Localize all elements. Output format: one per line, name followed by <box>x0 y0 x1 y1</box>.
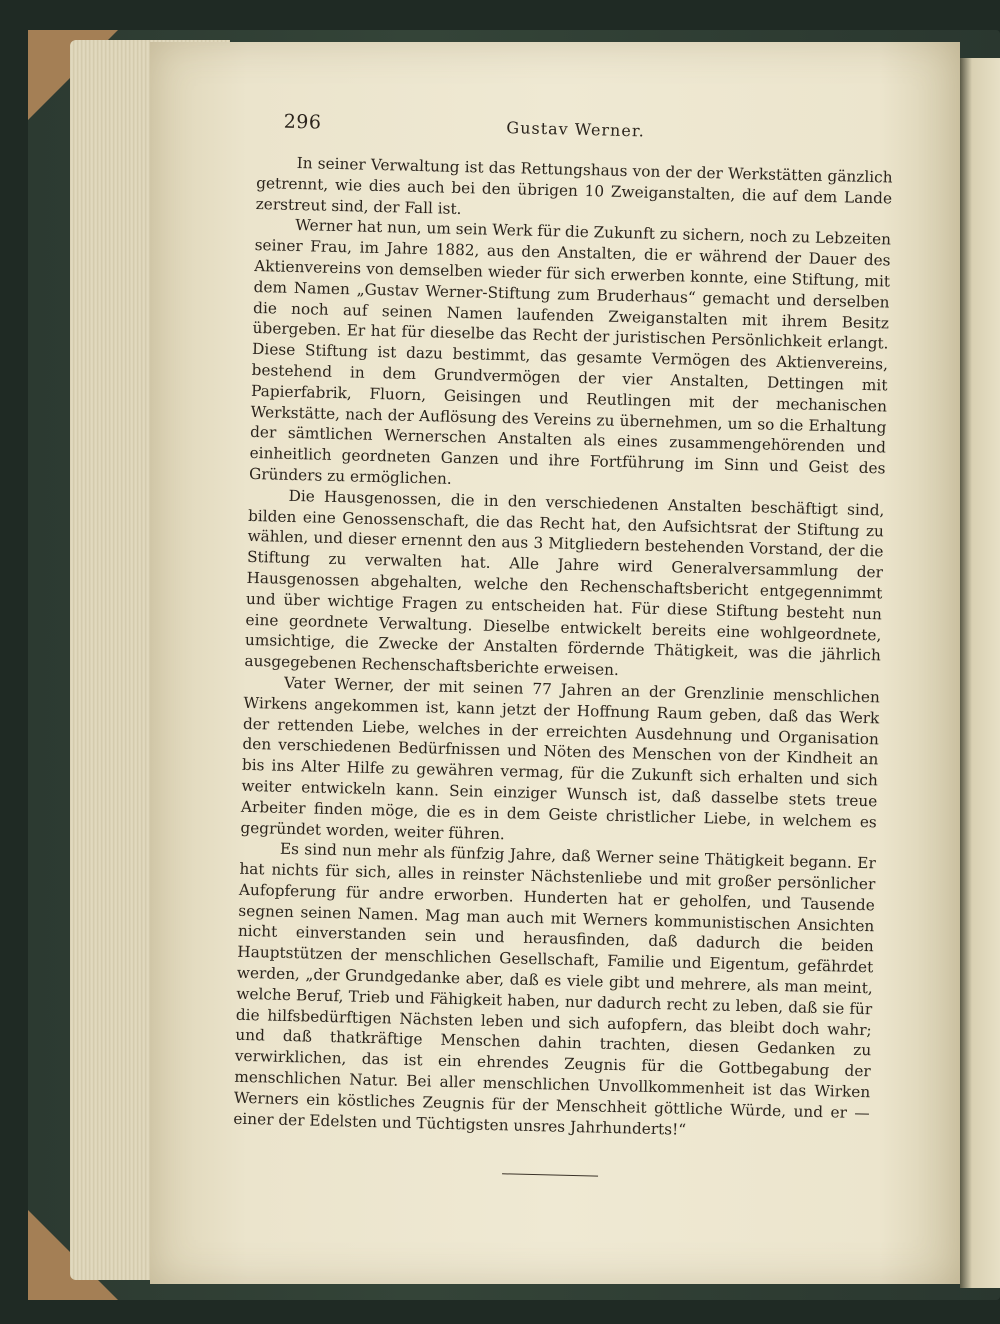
paragraph-father-werner: Vater Werner, der mit seinen 77 Jahren an der Grenzlinie menschlichen Wirkens angekommen ist, kann jetzt der Hoffnung Raum geben, daß das Werk der rettenden Liebe, welches in der erreichten Ausdehnung und Organisation den verschiedenen Bedürfnissen und Nöten des Menschen von der Kindheit an bis ins Alter Hilfe zu gewähren vermag, für die Zukunft sich erhalten und sich weiter entwickeln kann. Sein einziger Wunsch ist, daß dasselbe stets treue Arbeiter finden möge, die es in dem Geiste christlicher Liebe, in welchem es gegründet worden, weiter führen. <box>240 673 881 843</box>
paragraph-foundation: Werner hat nun, um sein Werk für die Zukunft zu sichern, noch zu Lebzeiten seiner Frau, im Jahre 1882, aus den Anstalten, die er während der Dauer des Aktienvereins von demselben wieder für sich erwerben konnte, eine Stiftung, mit dem Namen „Gustav Werner-Stiftung zum Bruderhaus“ gemacht und derselben die noch auf seinen Namen laufenden Zweiganstalten mit ihrem Besitz übergeben. Er hat für dieselbe das Recht der juristischen Persönlichkeit erlangt. Diese Stiftung ist dazu bestimmt, das gesamte Vermögen des Aktienvereins, bestehend in dem Grundvermögen der vier Anstalten, Dettingen mit Papierfabrik, Fluorn, Geisingen und Reutlingen mit der mechanischen Werkstätte, nach der Auflösung des Vereins zu übernehmen, um so die Erhaltung der sämtlichen Wernerschen Anstalten als eines zusammengehörenden und einheitlich geordneten Ganzen und ihre Fortführung im Sinn und Geist des Gründers zu ermöglichen. <box>248 216 892 488</box>
paragraph-cooperative: Die Hausgenossen, die in den verschiedenen Anstalten beschäftigt sind, bilden eine Genossenschaft, die das Recht hat, den Aufsichtsrat der Stiftung zu wählen, und dieser ernennt den aus 3 Mitgliedern bestehenden Vorstand, der die Stiftung zu verwalten hat. Alle Jahre wird Generalversammlung der Hausgenossen abgehalten, welche den Rechenschaftsbericht entgegennimmt und über wichtige Fragen zu entscheiden hat. Für diese Stiftung besteht nun eine geordnete Verwaltung. Dieselbe entwickelt bereits eine wohlgeordnete, umsichtige, die Zwecke der Anstalten fördernde Thätigkeit, was die jährlich ausgegebenen Rechenschaftsberichte erweisen. <box>244 486 885 680</box>
page-content <box>232 110 894 1184</box>
paragraph-administration: In seiner Verwaltung ist das Rettungshaus von der der Werkstätten gänzlich getrennt, wie dies auch bei den übrigen 10 Zweiganstalten, die auf dem Lande zerstreut sind, der Fall ist. <box>255 153 893 218</box>
facing-page-edge <box>960 58 1000 1288</box>
page-number: 296 <box>283 110 322 134</box>
paragraph-fifty-years: Es sind nun mehr als fünfzig Jahre, daß Werner seine Thätigkeit begann. Er hat nichts für sich, alles in reinster Nächstenliebe und mit großer persönlicher Aufopferung für andre erworben. Hunderten hat er geholfen, und Tausende segnen seinen Namen. Mag man auch mit Werners kommunistischen Ansichten nicht einverstanden sein und herausfinden, daß dadurch die beiden Hauptstützen der menschlichen Gesellschaft, Familie und Eigentum, gefährdet werden, „der Grundgedanke aber, daß es viele gibt und mehrere, als man meint, welche Beruf, Trieb und Fähigkeit haben, nur dadurch recht zu leben, daß sie für die hilfsbedürftigen Nächsten leben und sich aufopfern, das bleibt doch wahr; und daß thatkräftige Menschen dahin trachten, diesen Gedanken zu verwirklichen, das ist ein ehrendes Zeugnis für die Gottbegabung der menschlichen Natur. Bei aller menschlichen Unvollkommenheit ist das Wirken Werners ein köstliches Zeugnis für der Menschheit göttliche Würde, und er — einer der Edelsten und Tüchtigsten unsres Jahrhunderts!“ <box>233 840 876 1139</box>
running-title: Gustav Werner. <box>506 118 646 141</box>
